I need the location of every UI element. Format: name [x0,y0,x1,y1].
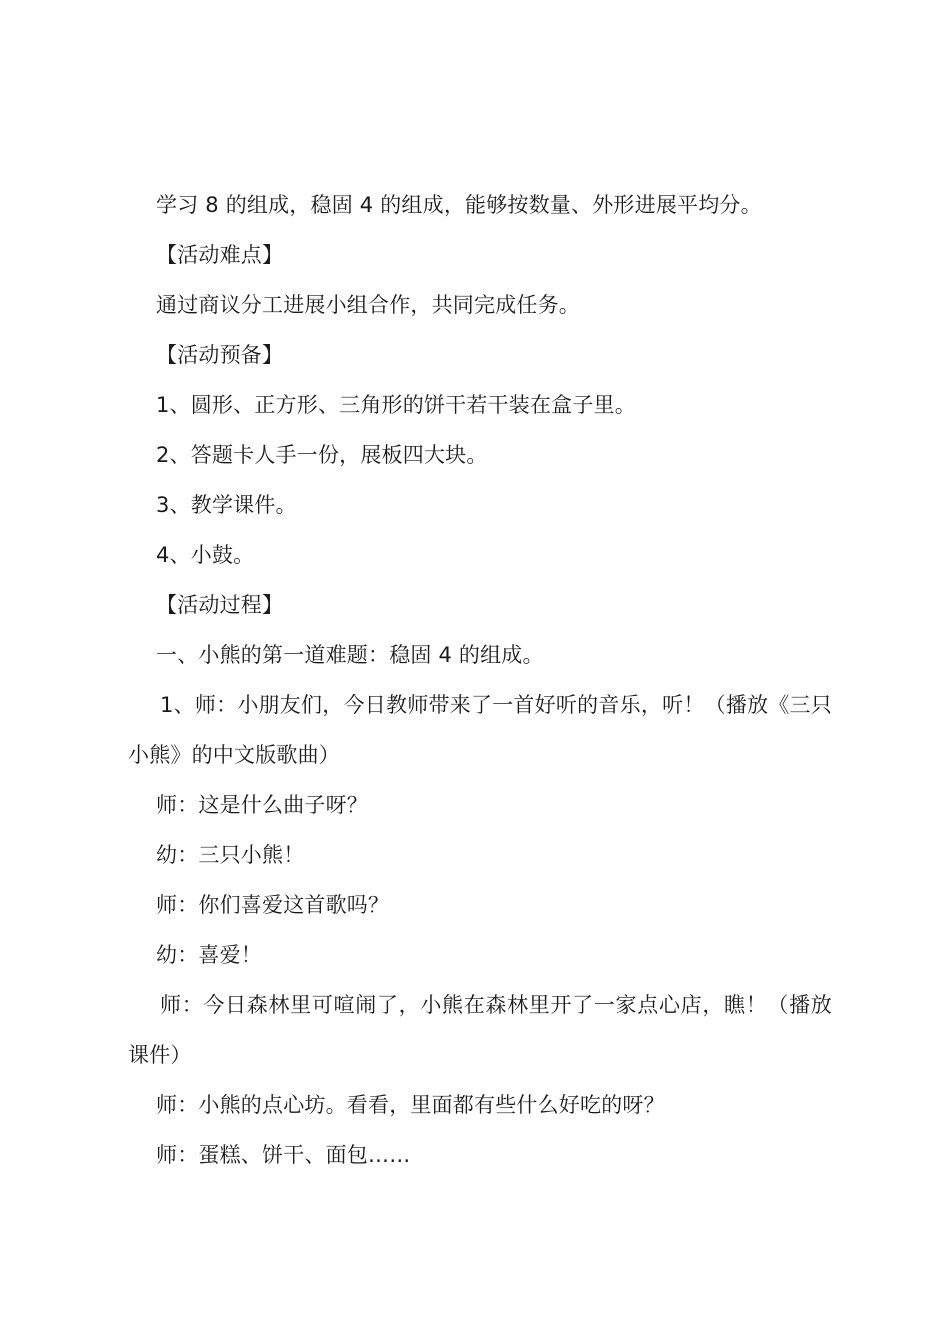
dialogue-line: 师：你们喜爱这首歌吗？ [156,893,390,917]
dialogue-line: 师：蛋糕、饼干、面包…… [156,1143,411,1167]
paragraph-teacher-forest: 师：今日森林里可喧闹了，小熊在森林里开了一家点心店，瞧！（播放课件） [128,993,832,1067]
dialogue-line: 幼：三只小熊！ [156,843,305,867]
dialogue-line: 幼：喜爱！ [156,943,262,967]
paragraph-difficulty: 通过商议分工进展小组合作，共同完成任务。 [156,293,580,317]
list-item-prep-2: 2、答题卡人手一份，展板四大块。 [156,443,488,467]
list-item-prep-3: 3、教学课件。 [156,493,297,517]
heading-difficulty: 【活动难点】 [156,243,284,267]
dialogue-line: 师：小熊的点心坊。看看，里面都有些什么好吃的呀？ [156,1093,665,1117]
paragraph-teacher-music: 1、师：小朋友们，今日教师带来了一首好听的音乐，听！（播放《三只小熊》的中文版歌曲） [128,693,832,767]
paragraph-goal: 学习 8 的组成，稳固 4 的组成，能够按数量、外形进展平均分。 [156,193,762,217]
heading-preparation: 【活动预备】 [156,343,284,367]
list-item-prep-1: 1、圆形、正方形、三角形的饼干若干装在盒子里。 [156,393,636,417]
heading-process: 【活动过程】 [156,593,284,617]
section-heading-1: 一、小熊的第一道难题：稳固 4 的组成。 [156,643,544,667]
list-item-prep-4: 4、小鼓。 [156,543,255,567]
dialogue-line: 师：这是什么曲子呀？ [156,793,368,817]
